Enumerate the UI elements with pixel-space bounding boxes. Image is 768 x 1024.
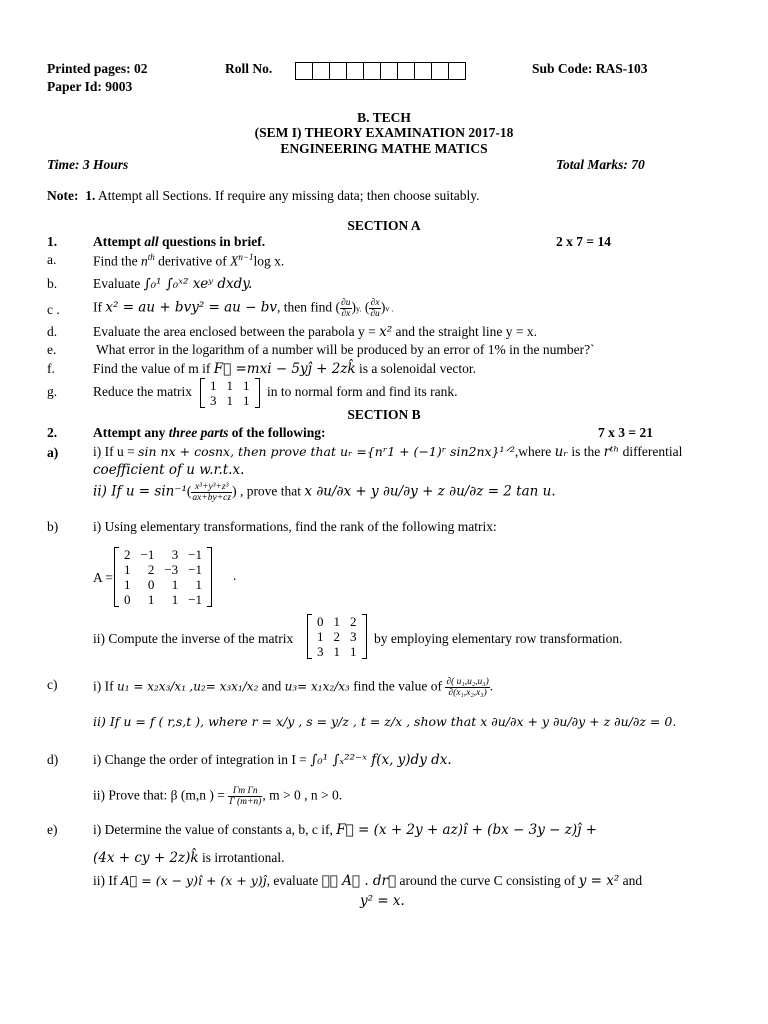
q1c-text: If x² = au + bvy² = au − bv, then find ( $\frac{\partial u}{\partial x}$ )y. ( $\frac{\partial x}{\partial u}$ )v . xyxy=(93,298,394,319)
q2a-i: i) If u = sin nx + cosnx, then prove that uᵣ ={nʳ1 + (−1)ʳ sin2nx}¹ᐟ²,where uᵣ is the rᵗʰ differential xyxy=(93,444,683,460)
total-marks: Total Marks: 70 xyxy=(556,157,645,172)
item-label: f. xyxy=(47,361,55,376)
q2b-ii-pre: ii) Compute the inverse of the matrix xyxy=(93,631,294,646)
matrix-a-label: A = xyxy=(93,570,113,585)
item-label: g. xyxy=(47,384,58,399)
q2a-ii: ii) If u = sin⁻¹( $\frac{\text{x³+y³+z³}}{ax+by+cz}$ ) , prove that x ∂u/∂x + y ∂u/∂y + z ∂u/∂z = 2 tan u. xyxy=(93,482,556,503)
q1f-text: Find the value of m if F⃗ =mxi − 5yĵ + 2zk̂ is a solenoidal vector. xyxy=(93,361,476,377)
title-line2: (SEM I) THEORY EXAMINATION 2017-18 xyxy=(254,125,514,140)
q2c-ii: ii) If u = f ( r,s,t ), where r = x/y , s = y/z , t = z/x , show that x ∂u/∂x + y ∂u/∂y + z ∂u/∂z = 0. xyxy=(93,714,677,729)
item-label: c) xyxy=(47,677,58,692)
q2-number: 2. xyxy=(47,425,58,440)
item-label: b) xyxy=(47,519,59,534)
note: Note: 1. Attempt all Sections. If require any missing data; then choose suitably. xyxy=(47,188,480,203)
q2e-ii: ii) If A⃗ = (x − y)î + (x + y)ĵ, evaluate ∮꜀ A⃗ . dr⃗ around the curve C consisting of y = x² and xyxy=(93,873,643,889)
roll-no-label: Roll No. xyxy=(225,61,273,76)
q2-marks: 7 x 3 = 21 xyxy=(598,425,653,440)
item-label: a) xyxy=(47,445,59,460)
q1e-text: What error in the logarithm of a number will be produced by an error of 1% in the number?` xyxy=(96,342,595,357)
item-label: b. xyxy=(47,276,58,291)
time: Time: 3 Hours xyxy=(47,157,129,172)
q1a-text: Find the $n^{th}$ derivative of $X^{n-1}\log$ x. xyxy=(93,252,285,269)
roll-no-boxes[interactable] xyxy=(296,62,466,80)
matrix-a: 2 −1 3 −1 1 2 −3 −1 1 0 1 1 0 1 1 −1 xyxy=(114,547,212,607)
matrix-g: 1 1 1 3 1 1 xyxy=(200,378,260,408)
q2-instruction: Attempt any three parts of the following: xyxy=(93,425,326,440)
title-line1: B. TECH xyxy=(357,110,411,125)
item-label: e) xyxy=(47,822,58,837)
section-a-heading: SECTION A xyxy=(347,218,421,233)
item-label: d) xyxy=(47,752,59,767)
paper-id: Paper Id: 9003 xyxy=(47,79,133,94)
item-label: c . xyxy=(47,302,60,317)
q1-marks: 2 x 7 = 14 xyxy=(556,234,611,249)
q2b-ii-post: by employing elementary row transformation. xyxy=(374,631,623,646)
q2d-i: i) Change the order of integration in I = ∫₀¹ ∫ₓ²²⁻ˣ f(x, y)dy dx. xyxy=(93,752,452,768)
q2c-i: i) If u₁ = x₂x₃/x₁ ,u₂= x₃x₁/x₂ and u₃= x₁x₂/x₃ find the value of $\frac{\text{∂( u₁,u₂,u₃)}}{\text{∂(x₁,x₂,x₃)}}$ . xyxy=(93,677,494,698)
item-label: e. xyxy=(47,342,57,357)
sub-code: Sub Code: RAS-103 xyxy=(532,61,648,76)
item-label: d. xyxy=(47,324,58,339)
q1-number: 1. xyxy=(47,234,58,249)
q2e-ii-line2: y² = x. xyxy=(360,893,405,909)
item-label: a. xyxy=(47,252,57,267)
title-line3: ENGINEERING MATHE MATICS xyxy=(280,141,488,156)
q1d-text: Evaluate the area enclosed between the parabola y = x² and the straight line y = x. xyxy=(93,324,537,340)
q2b-i: i) Using elementary transformations, find the rank of the following matrix: xyxy=(93,519,497,534)
section-b-heading: SECTION B xyxy=(347,407,421,422)
q2e-i: i) Determine the value of constants a, b, c if, F⃗ = (x + 2y + az)î + (bx − 3y − z)ĵ + xyxy=(93,822,597,838)
q2a-i-line2: coefficient of u w.r.t.x. xyxy=(93,462,245,478)
matrix-b: 0 1 2 1 2 3 3 1 1 xyxy=(307,614,367,659)
q1b-text: Evaluate ∫₀¹ ∫₀ˣ² xeʸ dxdy. xyxy=(93,276,253,292)
q1g-pre: Reduce the matrix xyxy=(93,384,192,399)
q1g-post: in to normal form and find its rank. xyxy=(267,384,458,399)
matrix-a-period: . xyxy=(233,568,237,583)
q2d-ii: ii) Prove that: β (m,n ) = $\frac{\text{Γm Γn}}{\Gamma (m+n)}$ , m > 0 , n > 0. xyxy=(93,786,343,807)
q2e-i-line2: (4x + cy + 2z)k̂ is irrotantional. xyxy=(93,850,285,866)
q1-instruction: Attempt all questions in brief. xyxy=(93,234,266,249)
printed-pages: Printed pages: 02 xyxy=(47,61,148,76)
